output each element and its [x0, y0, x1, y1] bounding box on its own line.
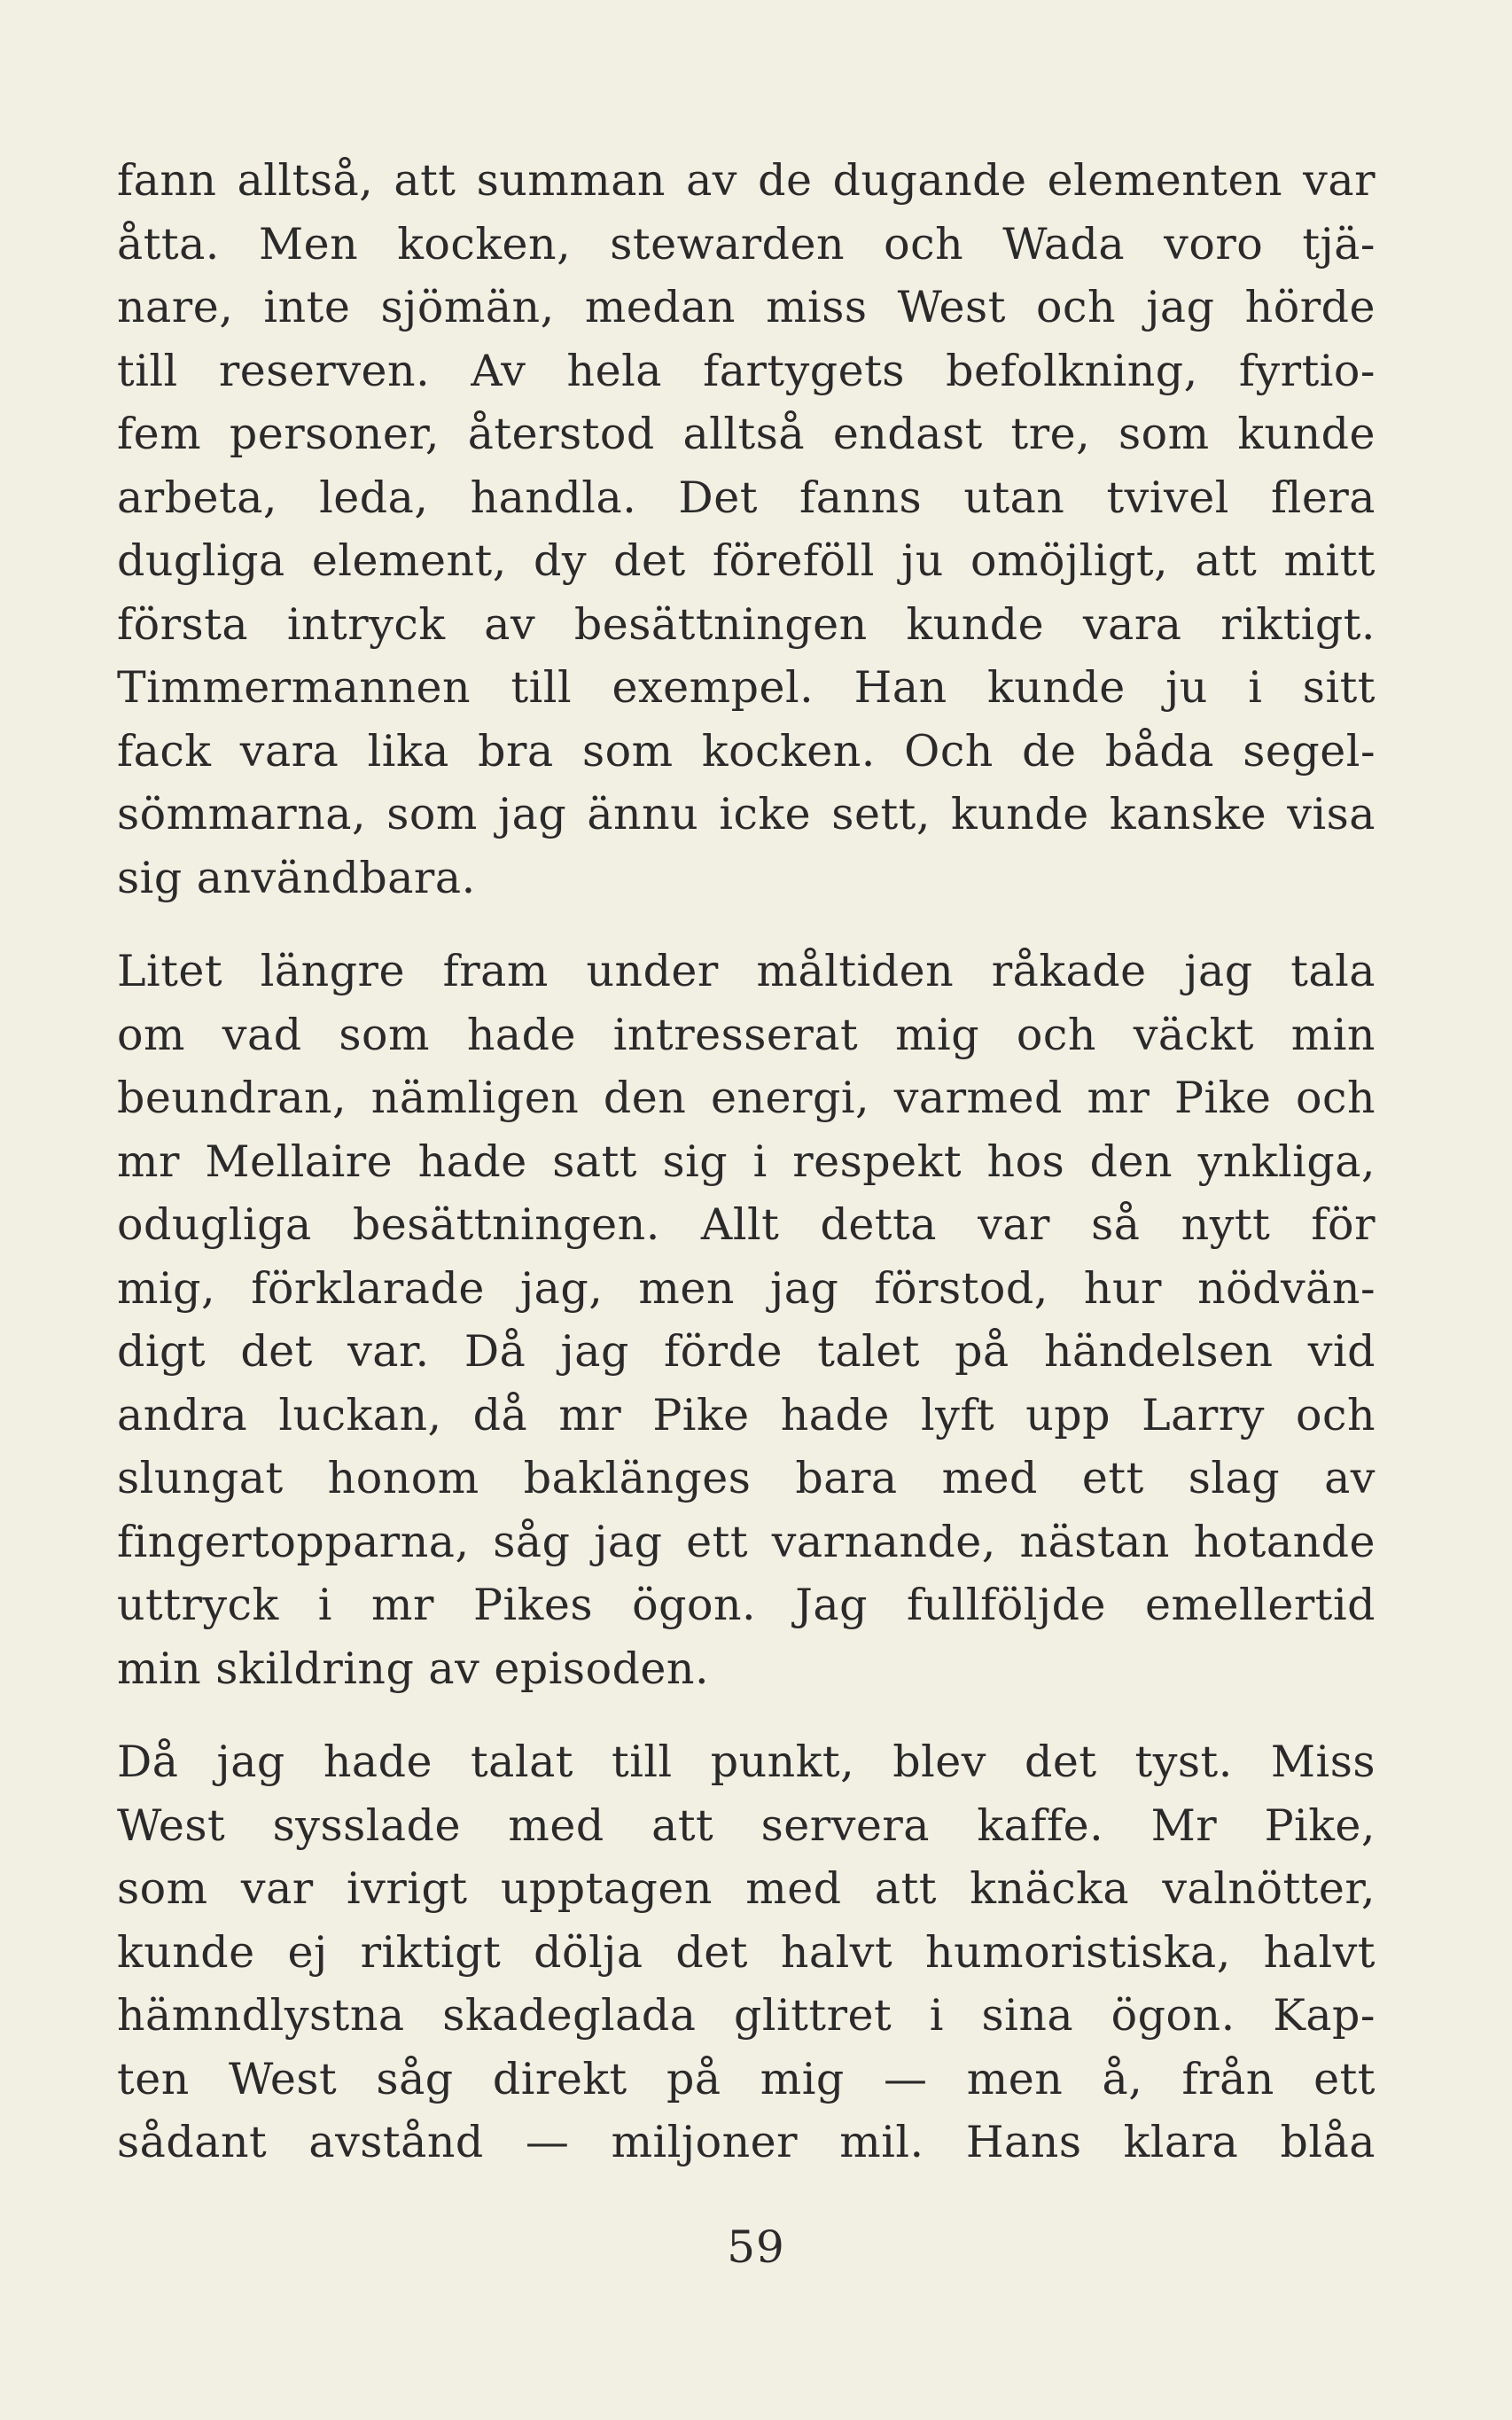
text-line: Då jag hade talat till punkt, blev det tyst. Miss [117, 1737, 1376, 1787]
text-line: min skildring av episoden. [117, 1643, 710, 1694]
text-line: sig användbara. [117, 852, 476, 903]
paragraph-spacer [117, 1700, 1376, 1730]
text-line: fem personer, återstod alltså endast tre, som kunde [117, 409, 1376, 459]
text-line: digt det var. Då jag förde talet på händelsen vid [117, 1326, 1376, 1377]
text-line: Timmermannen till exempel. Han kunde ju i sitt [117, 662, 1376, 713]
text-line: kunde ej riktigt dölja det halvt humoristiska, halvt [117, 1926, 1376, 1978]
text-line: fingertopparna, såg jag ett varnande, nästan hotande [117, 1516, 1376, 1567]
text-line: som var ivrigt upptagen med att knäcka valnötter, [117, 1863, 1376, 1914]
text-line: nare, inte sjömän, medan miss West och jag hörde [117, 282, 1376, 332]
text-line: mig, förklarade jag, men jag förstod, hur nödvän- [117, 1262, 1376, 1314]
text-line: sådant avstånd — miljoner mil. Hans klara blåa [117, 2117, 1376, 2167]
paragraph-2 [117, 940, 1376, 1700]
text-line: ten West såg direkt på mig — men å, från ett [117, 2053, 1376, 2104]
text-line: Litet längre fram under måltiden råkade jag tala [117, 946, 1376, 996]
text-line: om vad som hade intresserat mig och väckt min [117, 1009, 1376, 1060]
text-line: andra luckan, då mr Pike hade lyft upp Larry och [117, 1389, 1376, 1440]
paragraph-spacer [117, 909, 1376, 940]
text-line: uttryck i mr Pikes ögon. Jag fullföljde emellertid [117, 1580, 1376, 1630]
text-line: West sysslade med att servera kaffe. Mr Pike, [117, 1799, 1376, 1851]
text-line: slungat honom baklänges bara med ett slag av [117, 1453, 1376, 1503]
text-line: till reserven. Av hela fartygets befolkning, fyrtio- [117, 345, 1376, 396]
body-text [117, 149, 1376, 2174]
text-line: arbeta, leda, handla. Det fanns utan tvivel flera [117, 472, 1376, 523]
text-line: fann alltså, att summan av de dugande elementen var [117, 155, 1376, 206]
paragraph-1 [117, 149, 1376, 909]
paragraph-3 [117, 1730, 1376, 2174]
text-line: dugliga element, dy det föreföll ju omöjligt, att mitt [117, 535, 1376, 586]
text-line: fack vara lika bra som kocken. Och de båda segel- [117, 725, 1376, 777]
text-line: mr Mellaire hade satt sig i respekt hos den ynkliga, [117, 1136, 1376, 1187]
text-line: åtta. Men kocken, stewarden och Wada voro tjä- [117, 218, 1376, 269]
text-line: sömmarna, som jag ännu icke sett, kunde kanske visa [117, 789, 1376, 839]
text-line: hämndlystna skadeglada glittret i sina ögon. Kap- [117, 1990, 1376, 2041]
page-number: 59 [727, 2221, 785, 2273]
text-line: odugliga besättningen. Allt detta var så nytt för [117, 1199, 1376, 1250]
text-line: beundran, nämligen den energi, varmed mr Pike och [117, 1073, 1376, 1123]
text-line: första intryck av besättningen kunde vara riktigt. [117, 598, 1376, 650]
